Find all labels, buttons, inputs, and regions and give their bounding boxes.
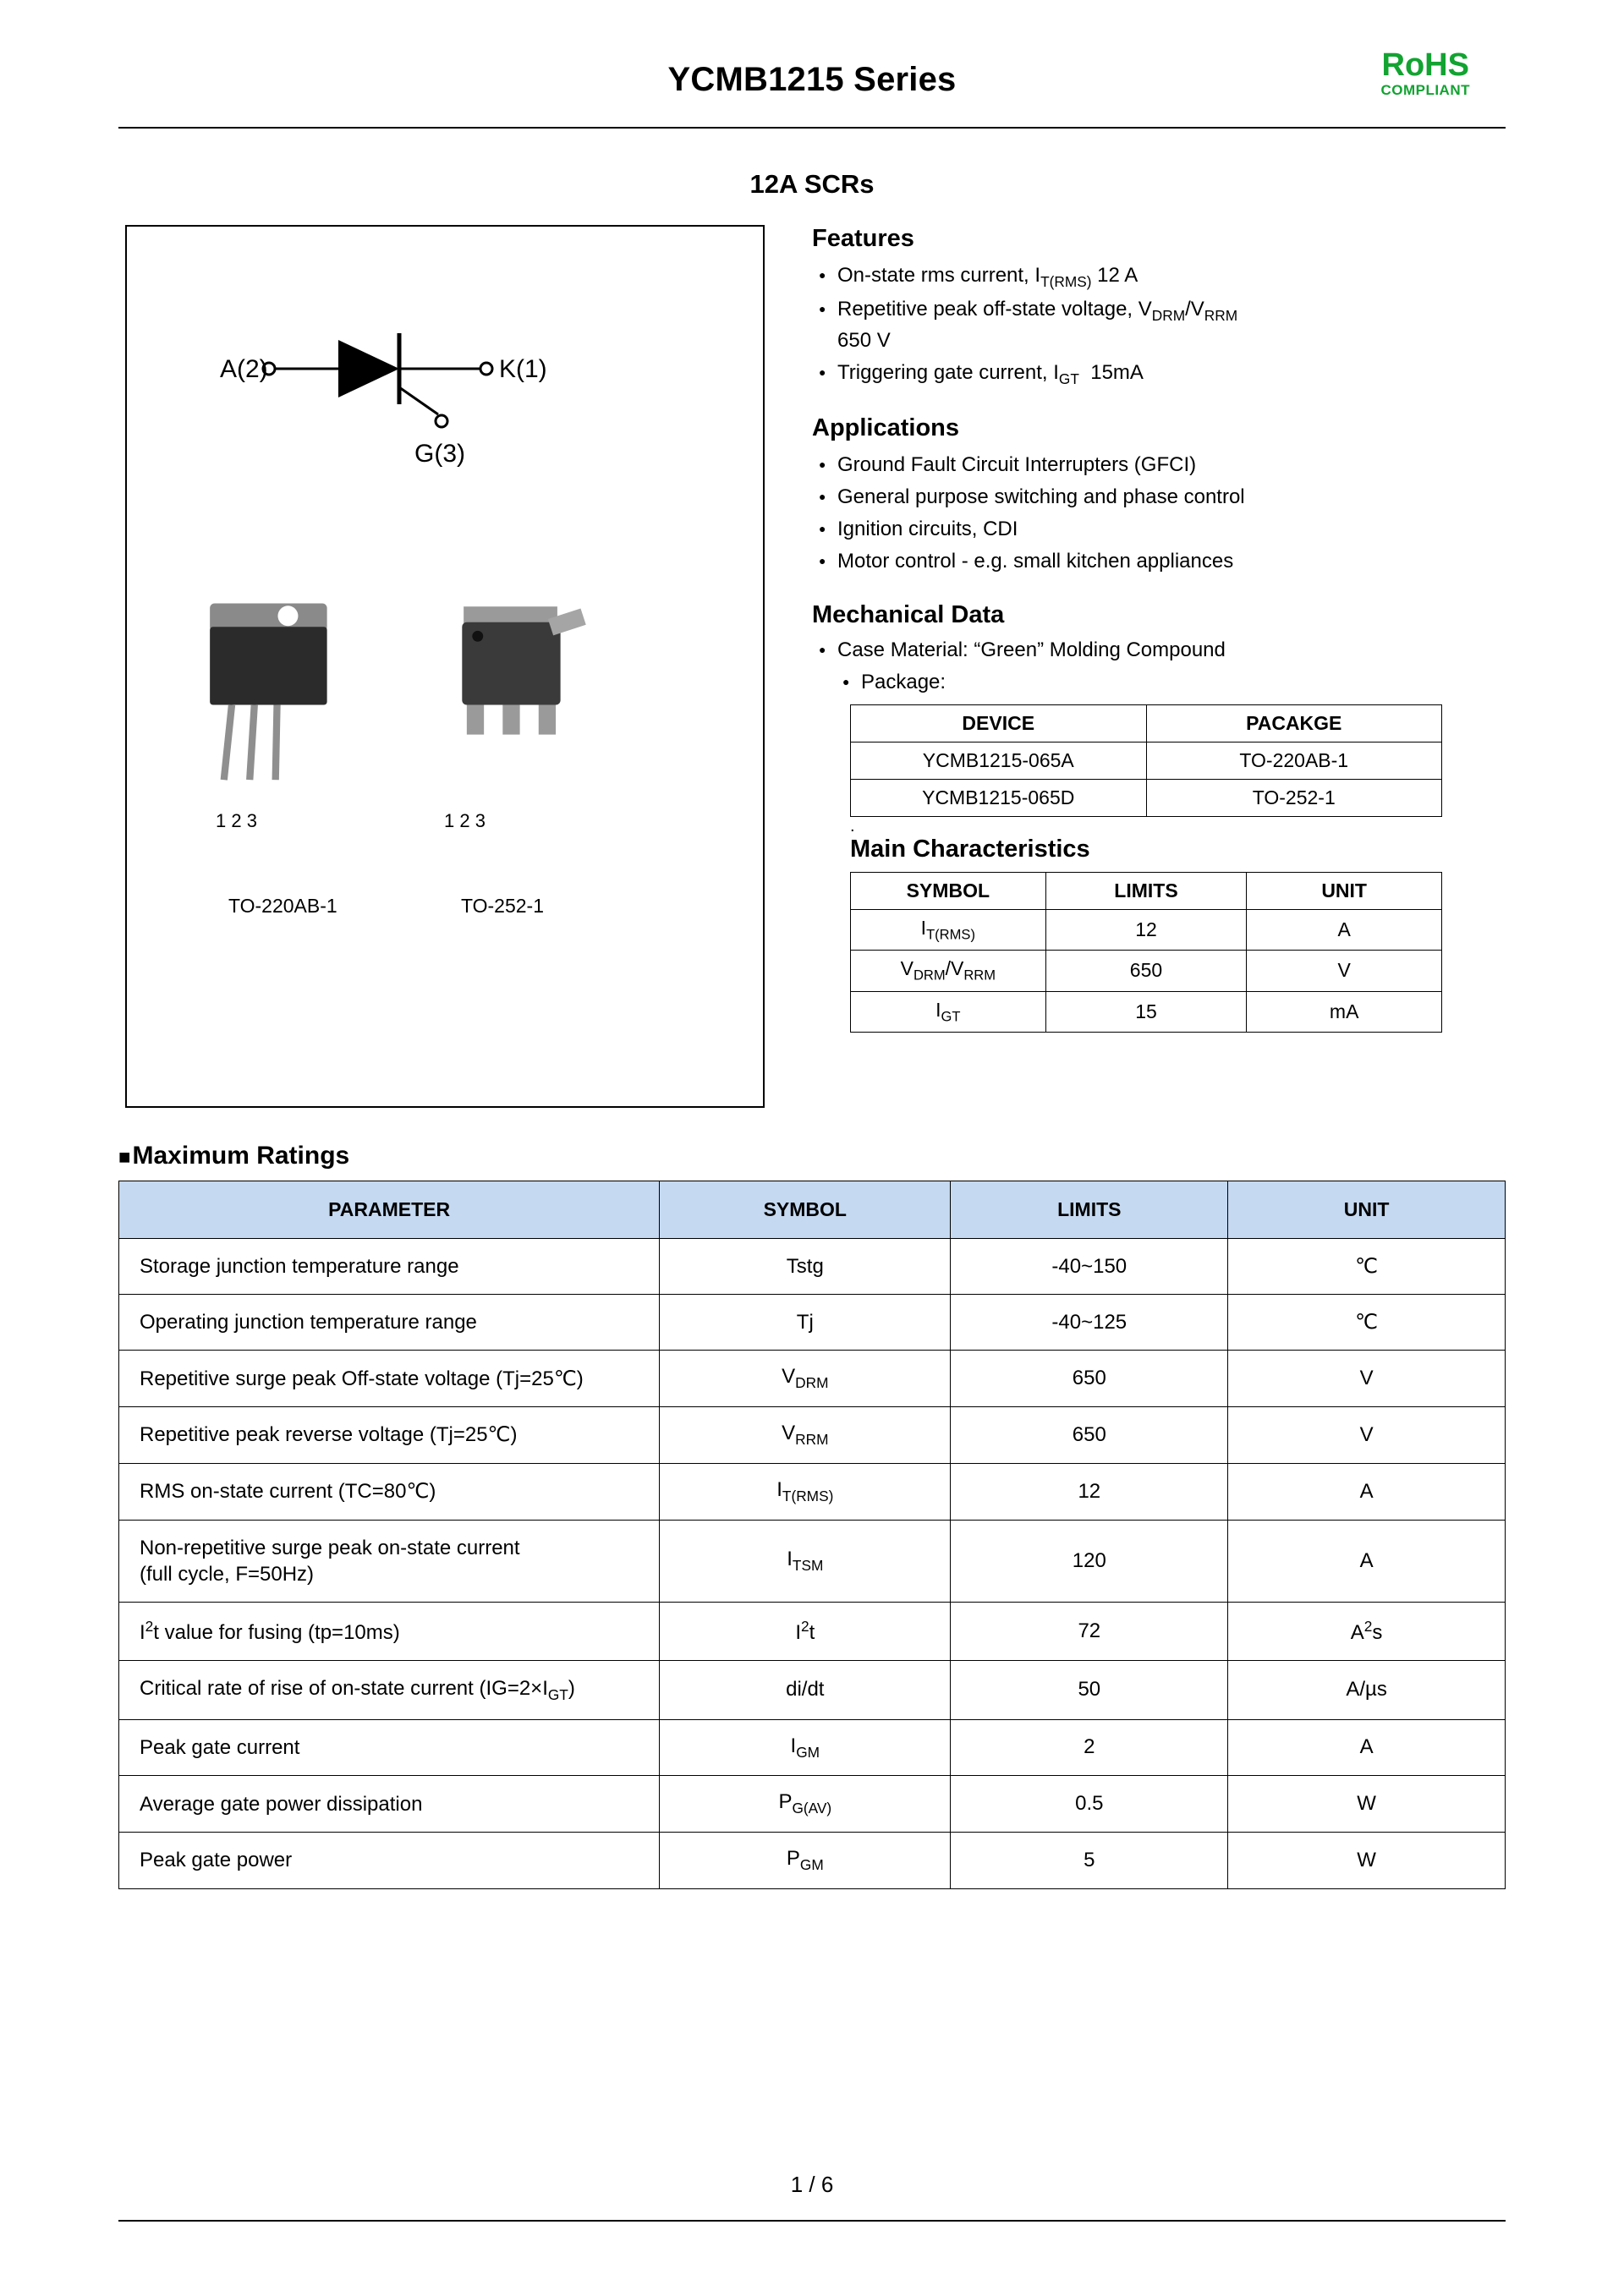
table-row [851, 742, 1442, 779]
list-item: ● General purpose switching and phase control [812, 483, 1506, 512]
main-characteristics-table-wrapper [850, 872, 1442, 1033]
features-heading: Features [812, 225, 914, 252]
cathode-label: K(1) [499, 355, 547, 383]
table-row [119, 1603, 1506, 1661]
to-252-package-label: TO-252-1 [461, 895, 545, 917]
cell-limits: 5 [951, 1833, 1228, 1889]
cell-symbol: $I_{TSM}$ [660, 1520, 951, 1602]
cell-parameter: Peak gate power [119, 1833, 660, 1889]
table-row [119, 1520, 1506, 1602]
table-row [119, 1661, 1506, 1719]
col-limits: LIMITS [1045, 872, 1247, 909]
cell-parameter: Non-repetitive surge peak on-state current (full cycle, F=50Hz) [119, 1520, 660, 1602]
document-subtitle: 12A SCRs [749, 169, 875, 199]
to-252-pin-numbers: 1 2 3 [444, 810, 486, 831]
table-row [119, 1833, 1506, 1889]
list-item: ● On-state rms current, $I_{T(RMS)}$ 12 A [812, 261, 1506, 292]
cell-parameter: RMS on-state current (TC=80℃) [119, 1463, 660, 1520]
cell-limits: 0.5 [951, 1776, 1228, 1833]
cell-limits: 650 [951, 1351, 1228, 1407]
col-symbol: SYMBOL [851, 872, 1046, 909]
rohs-label: RoHS [1381, 47, 1469, 83]
col-limits: LIMITS [951, 1181, 1228, 1239]
cell-unit: ℃ [1228, 1239, 1506, 1295]
cell-limits: -40~150 [951, 1239, 1228, 1295]
cell-limits: 50 [951, 1661, 1228, 1719]
package-table [850, 704, 1442, 817]
list-item: ● Case Material: “Green” Molding Compound [812, 636, 1506, 665]
cell-symbol: Tstg [660, 1239, 951, 1295]
cell-parameter: Average gate power dissipation [119, 1776, 660, 1833]
cell-limit: 650 [1045, 951, 1247, 992]
package-table-wrapper [850, 704, 1442, 817]
cell-unit: V [1228, 1351, 1506, 1407]
cell-parameter: $I^2t$ value for fusing (tp=10ms) [119, 1603, 660, 1661]
col-unit: UNIT [1228, 1181, 1506, 1239]
to-220-package-label: TO-220AB-1 [228, 895, 337, 917]
col-symbol: SYMBOL [660, 1181, 951, 1239]
cell-unit: mA [1247, 991, 1442, 1033]
cell-package: TO-252-1 [1146, 779, 1442, 816]
table-row [851, 779, 1442, 816]
table-row [119, 1463, 1506, 1520]
page-footer [118, 2172, 1506, 2222]
list-item: ● Ignition circuits, CDI [812, 515, 1506, 544]
cell-unit: A/µs [1228, 1661, 1506, 1719]
applications-list [812, 451, 1506, 576]
cell-limits: 120 [951, 1520, 1228, 1602]
cell-unit: W [1228, 1833, 1506, 1889]
cell-package: TO-220AB-1 [1146, 742, 1442, 779]
cell-unit: V [1228, 1407, 1506, 1464]
header-divider [118, 127, 1506, 129]
left-column [118, 225, 761, 1108]
cell-symbol: $V_{RRM}$ [660, 1407, 951, 1464]
rohs-badge [1380, 49, 1470, 98]
cell-symbol: $I^2t$ [660, 1603, 951, 1661]
cell-parameter: Peak gate current [119, 1719, 660, 1776]
cell-unit: V [1247, 951, 1442, 992]
col-unit: UNIT [1247, 872, 1442, 909]
main-characteristics-table [850, 872, 1442, 1033]
bullet-square-icon: ■ [118, 1146, 131, 1169]
table-row [119, 1776, 1506, 1833]
cell-limits: 12 [951, 1463, 1228, 1520]
right-column [761, 225, 1506, 1108]
to-220-package-drawing [210, 604, 326, 781]
content-columns [118, 225, 1506, 1108]
mechanical-list [812, 636, 1506, 697]
cell-symbol: $I_{T(RMS)}$ [851, 909, 1046, 951]
to-252-package-drawing [462, 606, 585, 734]
list-item: ● Repetitive peak off-state voltage, $V_{DRM}/V_{RRM}$ 650 V [812, 295, 1506, 354]
stray-dot: . [850, 816, 855, 836]
table-row [851, 991, 1442, 1033]
col-device: DEVICE [851, 704, 1147, 742]
applications-heading: Applications [812, 414, 960, 442]
rohs-compliant-label: COMPLIANT [1380, 81, 1470, 98]
col-package: PACAKGE [1146, 704, 1442, 742]
cell-symbol: $V_{DRM}/V_{RRM}$ [851, 951, 1046, 992]
cell-symbol: $P_{GM}$ [660, 1833, 951, 1889]
to-220-pin-numbers: 1 2 3 [216, 810, 257, 831]
cell-limit: 12 [1045, 909, 1247, 951]
maximum-ratings-title: Maximum Ratings [132, 1142, 350, 1170]
cell-parameter: Repetitive surge peak Off-state voltage (Tj=25℃) [119, 1351, 660, 1407]
cell-unit: A [1228, 1719, 1506, 1776]
maximum-ratings-heading [118, 1142, 1506, 1170]
package-drawing-box [125, 225, 765, 1108]
cell-limits: 2 [951, 1719, 1228, 1776]
cell-unit: A [1228, 1463, 1506, 1520]
cell-parameter: Repetitive peak reverse voltage (Tj=25℃) [119, 1407, 660, 1464]
cell-symbol: $I_{GM}$ [660, 1719, 951, 1776]
cell-unit: A [1228, 1520, 1506, 1602]
maximum-ratings-table [118, 1181, 1506, 1889]
features-list [812, 261, 1506, 389]
cell-unit: A [1247, 909, 1442, 951]
anode-label: A(2) [220, 355, 268, 383]
cell-unit: W [1228, 1776, 1506, 1833]
table-row [119, 1719, 1506, 1776]
main-characteristics-heading: Main Characteristics [850, 835, 1090, 863]
cell-symbol: $I_{T(RMS)}$ [660, 1463, 951, 1520]
cell-symbol: di/dt [660, 1661, 951, 1719]
table-row [851, 909, 1442, 951]
table-header-row [851, 704, 1442, 742]
list-item: ● Package: [812, 668, 1506, 697]
table-row [119, 1295, 1506, 1351]
cell-unit: ℃ [1228, 1295, 1506, 1351]
col-parameter: PARAMETER [119, 1181, 660, 1239]
list-item: ● Ground Fault Circuit Interrupters (GFCI) [812, 451, 1506, 479]
page-number: 1 / 6 [790, 2172, 834, 2197]
page-header [118, 0, 1506, 127]
package-illustrations [127, 599, 763, 802]
cell-parameter: Storage junction temperature range [119, 1239, 660, 1295]
footer-divider [118, 2220, 1506, 2222]
cell-device: YCMB1215-065D [851, 779, 1147, 816]
cell-limits: -40~125 [951, 1295, 1228, 1351]
cell-symbol: Tj [660, 1295, 951, 1351]
table-header-row [851, 872, 1442, 909]
cell-limit: 15 [1045, 991, 1247, 1033]
cell-limits: 72 [951, 1603, 1228, 1661]
mechanical-data-heading: Mechanical Data [812, 601, 1005, 629]
table-row [119, 1351, 1506, 1407]
list-item: ● Triggering gate current, $I_{GT}$ 15mA [812, 359, 1506, 389]
cell-parameter: Critical rate of rise of on-state current $(IG=2\times I_{GT})$ [119, 1661, 660, 1719]
cell-unit: $A^2s$ [1228, 1603, 1506, 1661]
list-item: ● Motor control - e.g. small kitchen appliances [812, 547, 1506, 576]
table-row [119, 1239, 1506, 1295]
cell-symbol: $P_{G(AV)}$ [660, 1776, 951, 1833]
cell-symbol: $V_{DRM}$ [660, 1351, 951, 1407]
cell-device: YCMB1215-065A [851, 742, 1147, 779]
cell-symbol: $I_{GT}$ [851, 991, 1046, 1033]
table-row [119, 1407, 1506, 1464]
gate-label: G(3) [414, 440, 465, 468]
scr-schematic-diagram [127, 303, 763, 497]
table-header-row [119, 1181, 1506, 1239]
page-title: YCMB1215 Series [667, 61, 957, 98]
cell-parameter: Operating junction temperature range [119, 1295, 660, 1351]
table-row [851, 951, 1442, 992]
cell-limits: 650 [951, 1407, 1228, 1464]
